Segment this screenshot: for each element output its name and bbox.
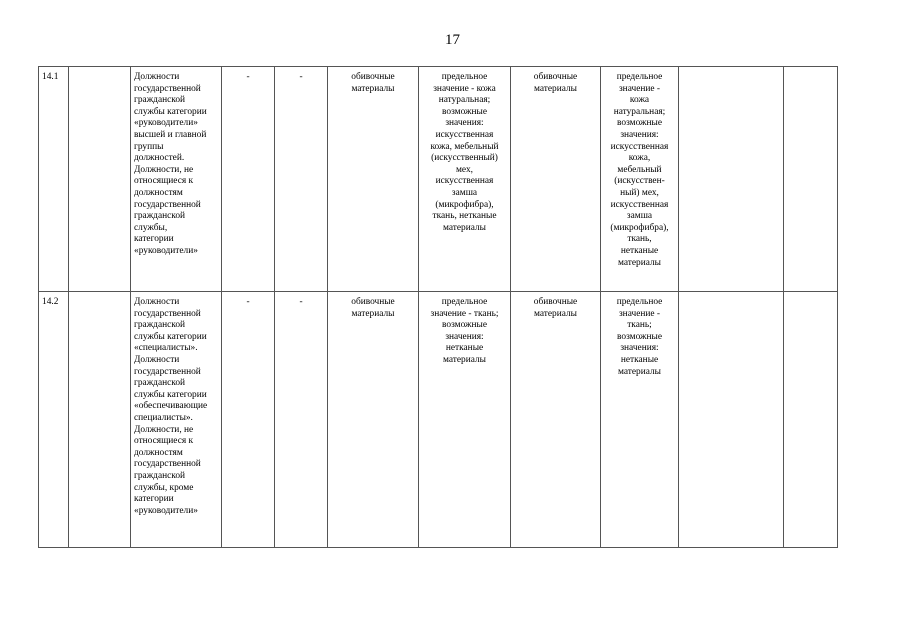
value-cell: предельное значение - кожа натуральная; возможные значения: искусственная кожа, мебельный (искусствен- ный) мех, искусственная замша (микрофибра), ткань, нетканые материалы <box>601 67 679 292</box>
price-cell: - <box>275 67 328 292</box>
characteristic-cell: обивочные материалы <box>511 67 601 292</box>
positions-cell: Должности государственной гражданской службы категории «специалисты». Должности государственной гражданской службы категории «обеспечивающие специалисты». Должности, не относящиеся к должностям государственной гражданской службы, кроме категории «руководители» <box>131 292 222 548</box>
table-row <box>39 67 838 292</box>
characteristic-cell: обивочные материалы <box>511 292 601 548</box>
table-row <box>39 292 838 548</box>
value-cell: предельное значение - кожа натуральная; возможные значения: искусственная кожа, мебельный (искусственный) мех, искусственная замша (микрофибра), ткань, нетканые материалы <box>419 67 511 292</box>
empty-cell <box>679 292 784 548</box>
page-number: 17 <box>445 32 460 48</box>
empty-cell <box>69 292 131 548</box>
empty-cell <box>679 67 784 292</box>
quantity-cell: - <box>222 67 275 292</box>
empty-cell <box>69 67 131 292</box>
price-cell: - <box>275 292 328 548</box>
characteristic-cell: обивочные материалы <box>328 292 419 548</box>
empty-cell <box>784 292 838 548</box>
requirements-table <box>38 66 838 548</box>
positions-cell: Должности государственной гражданской службы категории «руководители» высшей и главной группы должностей. Должности, не относящиеся к должностям государственной гражданской службы, категории «руководители» <box>131 67 222 292</box>
characteristic-cell: обивочные материалы <box>328 67 419 292</box>
row-number: 14.1 <box>39 67 69 292</box>
empty-cell <box>784 67 838 292</box>
quantity-cell: - <box>222 292 275 548</box>
value-cell: предельное значение - ткань; возможные значения: нетканые материалы <box>601 292 679 548</box>
value-cell: предельное значение - ткань; возможные значения: нетканые материалы <box>419 292 511 548</box>
row-number: 14.2 <box>39 292 69 548</box>
